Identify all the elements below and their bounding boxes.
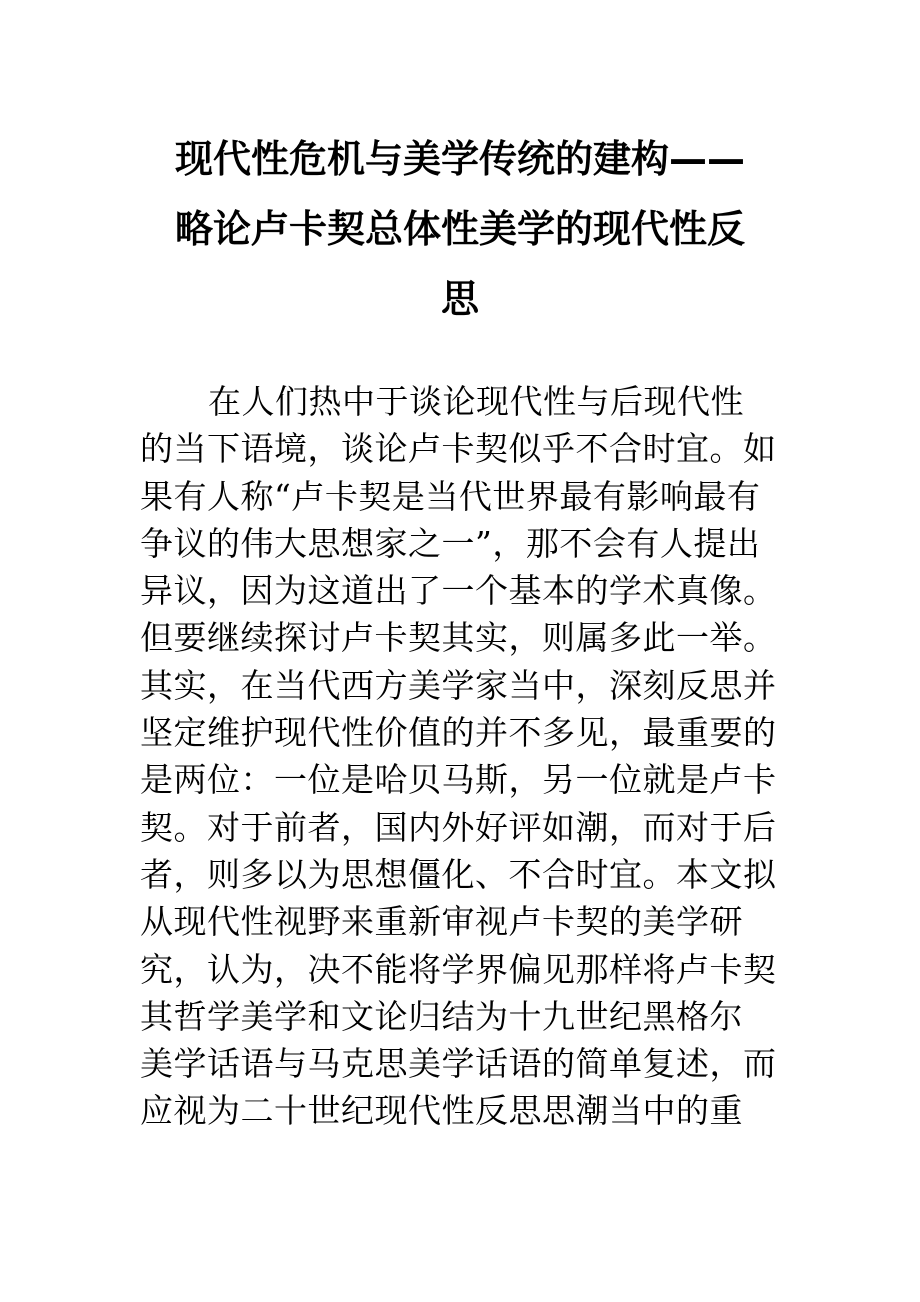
body-line-16: 应视为二十世纪现代性反思思潮当中的重	[140, 1091, 743, 1131]
title-line-2: 略论卢卡契总体性美学的现代性反	[174, 207, 745, 251]
document-title	[140, 124, 780, 334]
body-line-9: 是两位：一位是哈贝马斯，另一位就是卢卡	[140, 760, 777, 800]
body-line-10: 契。对于前者，国内外好评如潮，而对于后	[140, 807, 777, 847]
body-paragraph	[140, 378, 820, 1135]
body-line-11: 者，则多以为思想僵化、不合时宜。本文拟	[140, 854, 777, 894]
body-line-15: 美学话语与马克思美学话语的简单复述，而	[140, 1044, 777, 1084]
body-line-2: 的当下语境，谈论卢卡契似乎不合时宜。如	[140, 429, 777, 469]
body-line-1: 在人们热中于谈论现代性与后现代性	[208, 382, 744, 421]
body-line-12: 从现代性视野来重新审视卢卡契的美学研	[140, 902, 743, 942]
body-line-3: 果有人称“卢卡契是当代世界最有影响最有	[140, 476, 761, 516]
body-line-5: 异议，因为这道出了一个基本的学术真像。	[140, 571, 777, 611]
title-line-3: 思	[440, 277, 479, 321]
body-line-4: 争议的伟大思想家之一”，那不会有人提出	[140, 523, 761, 563]
body-line-6: 但要继续探讨卢卡契其实，则属多此一举。	[140, 618, 777, 658]
body-line-7: 其实，在当代西方美学家当中，深刻反思并	[140, 665, 777, 705]
title-line-1: 现代性危机与美学传统的建构——	[174, 137, 745, 181]
body-line-8: 坚定维护现代性价值的并不多见，最重要的	[140, 713, 777, 753]
body-line-14: 其哲学美学和文论归结为十九世纪黑格尔	[140, 996, 743, 1036]
body-line-13: 究，认为，决不能将学界偏见那样将卢卡契	[140, 949, 777, 989]
